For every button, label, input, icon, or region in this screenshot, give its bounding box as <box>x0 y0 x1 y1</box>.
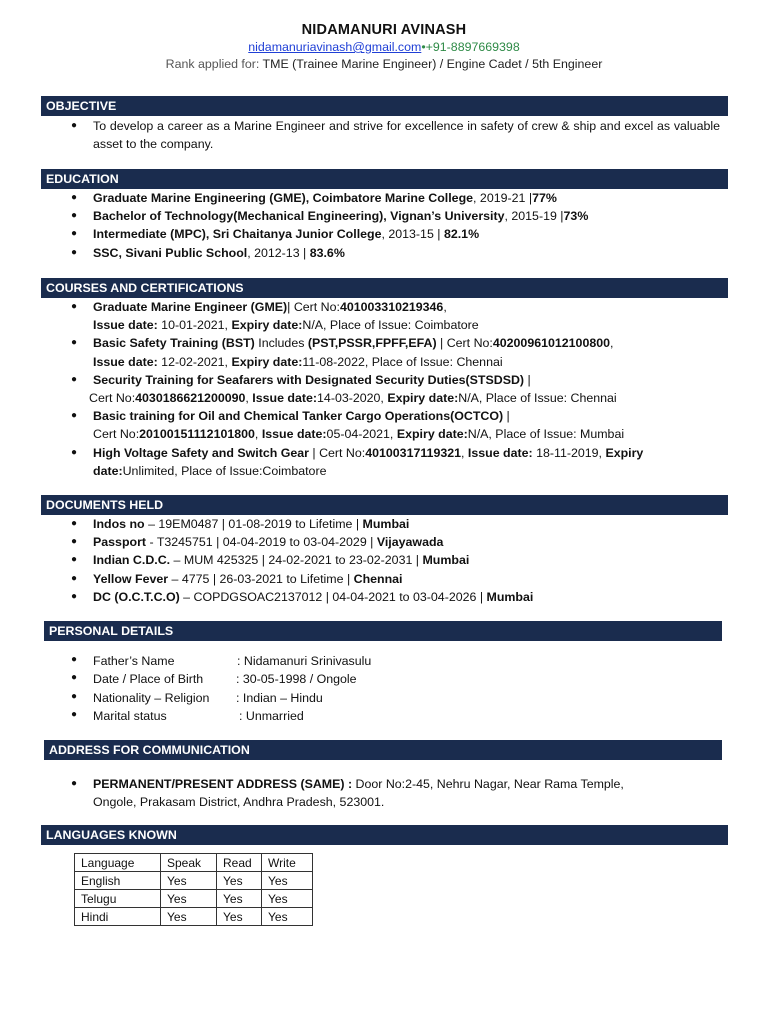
cert-label: | Cert No: <box>436 336 493 351</box>
document-details: – MUM 425325 | 24-02-2021 to 23-02-2031 | <box>170 553 423 568</box>
candidate-name: NIDAMANURI AVINASH <box>301 22 467 38</box>
bullet: ● <box>71 210 78 222</box>
table-row <box>75 890 313 908</box>
bullet: ● <box>71 228 78 240</box>
table-cell: Yes <box>262 872 313 890</box>
cert-label: Cert No: <box>93 427 140 442</box>
detail-label: Father’s Name <box>93 654 175 668</box>
document-name: DC (O.C.T.C.O) <box>93 589 180 604</box>
education-institution: Graduate Marine Engineering (GME), Coimbatore Marine College <box>93 191 474 205</box>
section-objective: OBJECTIVE <box>41 96 728 116</box>
detail-value: : Unmarried <box>239 709 304 723</box>
objective-item <box>46 117 720 153</box>
bullet: ● <box>71 192 78 203</box>
document-details: – 19EM0487 | 01-08-2019 to Lifetime | <box>144 517 363 531</box>
education-institution: Intermediate (MPC), Sri Chaitanya Junior College <box>93 227 382 242</box>
cert-number: 20100151112101800 <box>139 427 255 442</box>
expiry-place: 11-08-2022, Place of Issue: Chennai <box>302 354 503 369</box>
bullet: ● <box>71 446 78 458</box>
course-name: Basic training for Oil and Chemical Tanker Cargo Operations(OCTCO) <box>93 409 504 424</box>
bullet: ● <box>71 654 78 665</box>
document-details: – 4775 | 26-03-2021 to Lifetime | <box>168 571 354 586</box>
course-name: High Voltage Safety and Switch Gear <box>93 445 309 460</box>
bullet: ● <box>71 572 78 584</box>
list-item <box>46 189 726 207</box>
address-line2: Ongole, Prakasam District, Andhra Pradesh, 523001. <box>93 795 385 810</box>
list-item <box>46 533 726 551</box>
education-score: 77% <box>532 191 557 205</box>
expiry-label: date: <box>93 463 123 478</box>
punct: | <box>524 372 531 387</box>
resume-header <box>0 22 768 71</box>
table-row <box>75 872 313 890</box>
document-name: Yellow Fever <box>93 571 169 586</box>
expiry-place: N/A, Place of Issue: Mumbai <box>467 427 625 442</box>
rank-value: TME (Trainee Marine Engineer) / Engine Cadet / 5th Engineer <box>259 57 603 71</box>
section-education: EDUCATION <box>41 169 728 189</box>
table-cell: Telugu <box>75 890 161 908</box>
section-documents: DOCUMENTS HELD <box>41 495 728 515</box>
table-cell: Yes <box>217 890 262 908</box>
education-years: , 2013-15 | <box>381 227 444 242</box>
column-header: Write <box>262 854 313 872</box>
list-item <box>46 244 726 262</box>
list-item <box>46 515 726 533</box>
document-name: Indos no <box>93 517 145 531</box>
detail-value: : Indian – Hindu <box>236 691 323 705</box>
education-institution: Bachelor of Technology(Mechanical Engineering), Vignan’s University <box>93 209 505 224</box>
document-name: Indian C.D.C. <box>93 553 171 568</box>
issue-date: 10-01-2021, <box>157 318 232 333</box>
bullet: ● <box>71 554 78 566</box>
bullet: ● <box>71 778 78 789</box>
expiry-place: N/A, Place of Issue: Chennai <box>458 391 617 406</box>
list-item <box>46 551 726 569</box>
education-score: 73% <box>563 209 589 224</box>
bullet: ● <box>71 120 78 131</box>
cert-label: | Cert No: <box>308 445 366 460</box>
bullet: ● <box>71 373 78 385</box>
list-item <box>46 207 726 225</box>
address-line1: Door No:2-45, Nehru Nagar, Near Rama Temple, <box>352 777 624 791</box>
document-place: Vijayawada <box>376 535 444 550</box>
expiry-label: Expiry date: <box>396 427 468 442</box>
list-item <box>46 298 726 334</box>
course-modules: (PST,PSSR,FPFF,EFA) <box>307 336 437 351</box>
bullet: ● <box>71 246 78 258</box>
contact-separator: • <box>421 40 426 54</box>
expiry-place: Unlimited, Place of Issue:Coimbatore <box>122 463 327 478</box>
issue-date: 18-11-2019, <box>532 445 606 460</box>
bullet: ● <box>71 536 78 548</box>
list-item <box>46 371 726 407</box>
detail-value: : Nidamanuri Srinivasulu <box>237 654 372 668</box>
expiry-label: Expiry <box>605 445 644 460</box>
issue-label: Issue date: <box>93 318 158 333</box>
column-header: Read <box>217 854 262 872</box>
table-cell: Yes <box>161 908 217 926</box>
punct: , <box>610 336 614 351</box>
document-place: Chennai <box>353 571 403 586</box>
rank-label: Rank applied for: <box>165 57 260 71</box>
column-header: Speak <box>161 854 217 872</box>
bullet: ● <box>71 709 78 720</box>
languages-table <box>74 853 313 926</box>
section-languages: LANGUAGES KNOWN <box>41 825 728 845</box>
bullet: ● <box>71 410 78 422</box>
list-item <box>46 407 726 443</box>
expiry-label: Expiry date: <box>231 354 303 369</box>
punct: | <box>503 409 510 424</box>
objective-list <box>46 117 720 153</box>
education-list <box>46 189 726 262</box>
course-name: Graduate Marine Engineer (GME) <box>93 300 288 314</box>
bullet: ● <box>71 691 78 702</box>
document-details: – COPDGSOAC2137012 | 04-04-2021 to 03-04-2026 | <box>179 589 487 604</box>
punct: , <box>245 391 253 406</box>
document-place: Mumbai <box>486 589 534 604</box>
table-cell: Yes <box>161 872 217 890</box>
issue-label: Issue date: <box>93 354 158 369</box>
section-address: ADDRESS FOR COMMUNICATION <box>44 740 722 760</box>
courses-list <box>46 298 726 480</box>
table-cell: English <box>75 872 161 890</box>
list-item <box>46 570 726 588</box>
education-years: , 2012-13 | <box>247 245 310 260</box>
detail-label: Date / Place of Birth <box>93 672 204 686</box>
education-score: 83.6% <box>309 245 345 260</box>
detail-value: : 30-05-1998 / Ongole <box>236 672 357 686</box>
education-score: 82.1% <box>443 227 480 242</box>
issue-label: Issue date: <box>252 391 318 406</box>
issue-date: 05-04-2021, <box>326 427 397 442</box>
course-name: Basic Safety Training (BST) <box>93 336 255 351</box>
section-personal: PERSONAL DETAILS <box>44 621 722 641</box>
bullet: ● <box>71 337 78 349</box>
table-cell: Yes <box>161 890 217 908</box>
issue-label: Issue date: <box>261 427 327 442</box>
list-item <box>46 444 726 480</box>
expiry-label: Expiry date: <box>387 391 459 406</box>
bullet: ● <box>71 672 78 683</box>
list-item <box>46 775 726 811</box>
table-cell: Hindi <box>75 908 161 926</box>
detail-label: Nationality – Religion <box>93 691 210 705</box>
detail-label: Marital status <box>93 709 167 723</box>
cert-number: 40200961012100800 <box>492 336 611 351</box>
contact-line <box>0 40 768 54</box>
list-item <box>46 334 726 370</box>
education-institution: SSC, Sivani Public School <box>93 245 248 260</box>
issue-date: 14-03-2020, <box>317 391 388 406</box>
documents-list <box>46 515 726 606</box>
address-list <box>46 775 726 811</box>
phone-number: +91-8897669398 <box>425 40 520 54</box>
list-item <box>46 588 726 606</box>
issue-label: Issue date: <box>467 445 533 460</box>
table-cell: Yes <box>262 908 313 926</box>
bullet: ● <box>71 301 78 312</box>
includes-label: Includes <box>254 336 308 351</box>
document-details: - T3245751 | 04-04-2019 to 03-04-2029 | <box>146 535 377 550</box>
list-item <box>46 225 726 243</box>
rank-applied <box>0 57 768 71</box>
punct: , <box>254 427 262 442</box>
objective-text: To develop a career as a Marine Engineer and strive for excellence in safety of crew & ship and excel as valuable asset to the company. <box>93 119 720 152</box>
cert-number: 40100317119321 <box>365 445 462 460</box>
expiry-label: Expiry date: <box>231 318 303 333</box>
email-link[interactable]: nidamanuriavinash@gmail.com <box>248 40 422 54</box>
document-place: Mumbai <box>362 517 410 531</box>
table-cell: Yes <box>262 890 313 908</box>
expiry-place: N/A, Place of Issue: Coimbatore <box>302 318 479 333</box>
education-years: , 2015-19 | <box>504 209 564 224</box>
course-name: Security Training for Seafarers with Designated Security Duties(STSDSD) <box>93 372 525 387</box>
table-header-row <box>75 854 313 872</box>
education-years: , 2019-21 | <box>473 191 533 205</box>
column-header: Language <box>75 854 161 872</box>
cert-label: | Cert No: <box>287 300 340 314</box>
bullet: ● <box>71 518 78 529</box>
cert-number: 401003310219346 <box>339 300 444 314</box>
document-place: Mumbai <box>422 553 470 568</box>
cert-label: Cert No: <box>89 391 136 406</box>
punct: , <box>443 300 447 314</box>
section-courses: COURSES AND CERTIFICATIONS <box>41 278 728 298</box>
table-cell: Yes <box>217 872 262 890</box>
issue-date: 12-02-2021, <box>157 354 232 369</box>
document-name: Passport <box>93 535 147 550</box>
cert-number: 4030186621200090 <box>135 391 246 406</box>
address-label: PERMANENT/PRESENT ADDRESS (SAME) : <box>93 777 353 791</box>
punct: , <box>461 445 468 460</box>
bullet: ● <box>71 590 78 602</box>
table-cell: Yes <box>217 908 262 926</box>
table-row <box>75 908 313 926</box>
